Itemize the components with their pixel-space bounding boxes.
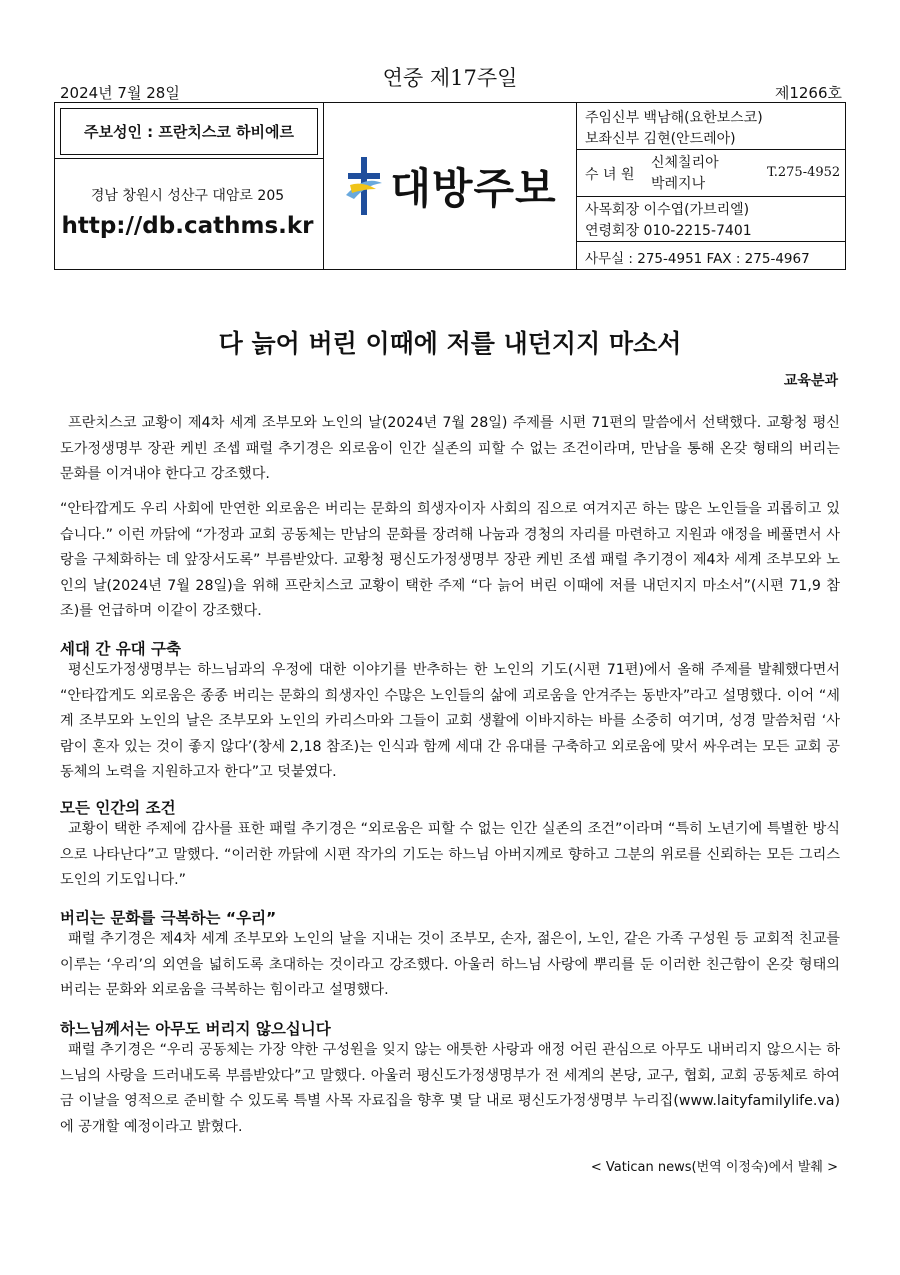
patron-saint-label: 주보성인 : 프란치스코 하비에르 bbox=[60, 108, 318, 155]
sisters-telephone: T.275-4952 bbox=[767, 165, 841, 180]
sister-name: 신체칠리아 bbox=[651, 155, 719, 171]
issue-number: 제1266호 bbox=[774, 84, 842, 102]
section-body: 패럴 추기경은 제4차 세계 조부모와 노인의 날을 지내는 것이 조부모, 손자, 젊은이, 노인, 같은 가족 구성원 등 교회적 친교를 이루는 ‘우리’의 외연을 넓히도록 초대하는 것이라고 강조했다. 아울러 하느님 사랑에 뿌리를 둔 이러한 친근함이 온갖 형태의 버리는 문화와 외로움을 극복하는 힘이라고 설명했다. bbox=[60, 931, 840, 998]
sisters-label: 수 녀 원 bbox=[585, 167, 635, 183]
section-heading: 세대 간 유대 구축 bbox=[60, 640, 182, 658]
source-citation: < Vatican news(번역 이정숙)에서 발췌 > bbox=[590, 1160, 838, 1175]
bulletin-logo-text: 대방주보 bbox=[390, 163, 557, 213]
cross-dove-icon bbox=[342, 155, 386, 217]
pastor-name: 주임신부 백남해(요한보스코) bbox=[585, 110, 763, 126]
week-title: 연중 제17주일 bbox=[382, 66, 518, 90]
section-body: 패럴 추기경은 “우리 공동체는 가장 약한 구성원을 잊지 않는 애틋한 사랑과 애정 어린 관심으로 아무도 내버리지 않으시는 하느님의 사랑을 드러내도록 부름받았다”고 말했다. 아울러 평신도가정생명부가 전 세계의 본당, 교구, 협회, 교회 공동체로 하여금 이날을 영적으로 준비할 수 있도록 특별 사목 자료집을 향후 몇 달 내로 평신도가정생명부 누리집(www.laityfamilylife.va)에 공개할 예정이라고 밝혔다. bbox=[60, 1042, 840, 1135]
section-heading: 하느님께서는 아무도 버리지 않으십니다 bbox=[60, 1020, 331, 1038]
section-heading: 버리는 문화를 극복하는 “우리” bbox=[60, 909, 277, 927]
department-label: 교육분과 bbox=[783, 373, 838, 389]
association-president: 연령회장 010-2215-7401 bbox=[585, 223, 752, 239]
divider bbox=[576, 103, 577, 269]
article-paragraph: 프란치스코 교황이 제4차 세계 조부모와 노인의 날(2024년 7월 28일) 주제를 시편 71편의 말씀에서 선택했다. 교황청 평신도가정생명부 장관 케빈 조셉 패럴 추기경은 외로움이 인간 실존의 피할 수 없는 조건이라며, 만남을 통해 온갖 형태의 버리는 문화를 이겨내야 한다고 강조했다. bbox=[60, 415, 840, 482]
divider bbox=[55, 158, 323, 159]
bulletin-logo bbox=[323, 103, 576, 268]
parish-address: 경남 창원시 성산구 대암로 205 bbox=[90, 188, 285, 204]
issue-date: 2024년 7월 28일 bbox=[60, 84, 180, 102]
article-headline: 다 늙어 버린 이때에 저를 내던지지 마소서 bbox=[218, 329, 682, 358]
divider bbox=[576, 149, 845, 150]
office-contact: 사무실 : 275-4951 FAX : 275-4967 bbox=[585, 251, 810, 267]
masthead bbox=[54, 102, 846, 270]
section-body: 평신도가정생명부는 하느님과의 우정에 대한 이야기를 반추하는 한 노인의 기도(시편 71편)에서 올해 주제를 발췌했다면서 “안타깝게도 외로움은 종종 버리는 문화의 희생자인 수많은 노인들의 삶에 괴로움을 안겨주는 동반자”라고 설명했다. 이어 “세계 조부모와 노인의 날은 조부모와 노인의 카리스마와 그들이 교회 생활에 이바지하는 바를 소중히 여기며, 성경 말씀처럼 ‘사람이 혼자 있는 것이 좋지 않다’(창세 2,18 참조)는 인식과 함께 세대 간 유대를 구축하고 외로움에 맞서 싸우려는 모든 교회 공동체의 노력을 지원하고자 한다”고 덧붙였다. bbox=[60, 662, 840, 780]
website-link[interactable]: http://db.cathms.kr bbox=[61, 213, 314, 239]
sister-name: 박레지나 bbox=[651, 176, 706, 192]
divider bbox=[576, 196, 845, 197]
divider bbox=[576, 241, 845, 242]
section-heading: 모든 인간의 조건 bbox=[60, 799, 176, 817]
section-body: 교황이 택한 주제에 감사를 표한 패럴 추기경은 “외로움은 피할 수 없는 인간 실존의 조건”이라며 “특히 노년기에 특별한 방식으로 나타난다”고 말했다. “이러한 까닭에 시편 작가의 기도는 하느님 아버지께로 향하고 그분의 위로를 신뢰하는 모든 그리스도인의 기도입니다.” bbox=[60, 821, 840, 888]
council-president: 사목회장 이수엽(가브리엘) bbox=[585, 202, 750, 218]
article-paragraph: “안타깝게도 우리 사회에 만연한 외로움은 버리는 문화의 희생자이자 사회의 짐으로 여겨지곤 하는 많은 노인들을 괴롭히고 있습니다.” 이런 까닭에 “가정과 교회 공동체는 만남의 문화를 장려해 나눔과 경청의 자리를 마련하고 지원과 애정을 베풀면서 사랑을 구체화하는 데 앞장서도록” 부름받았다. 교황청 평신도가정생명부 장관 케빈 조셉 패럴 추기경이 제4차 세계 조부모와 노인의 날(2024년 7월 28일)을 위해 프란치스코 교황이 택한 주제 “다 늙어 버린 이때에 저를 내던지지 마소서”(시편 71,9 참조)를 언급하며 이같이 강조했다. bbox=[60, 501, 840, 619]
assistant-priest-name: 보좌신부 김현(안드레아) bbox=[585, 131, 736, 147]
